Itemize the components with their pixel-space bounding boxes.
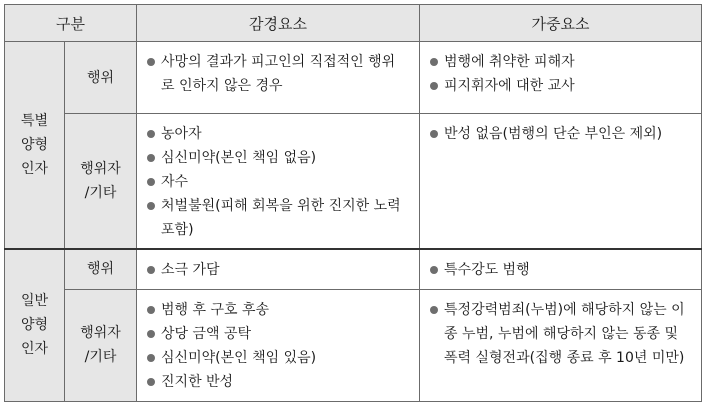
sentencing-factors-table <box>4 4 702 402</box>
list-item-text: 처벌불원(피해 회복을 위한 진지한 노력 포함) <box>161 198 401 238</box>
bullet-icon <box>147 306 155 314</box>
list-item <box>147 298 407 322</box>
list-item-text: 피지휘자에 대한 교사 <box>444 78 575 94</box>
list-item-text: 반성 없음(범행의 단순 부인은 제외) <box>444 126 663 142</box>
list-item <box>147 194 407 242</box>
table-row <box>5 249 702 289</box>
list-item-text: 심신미약(본인 책임 없음) <box>161 150 317 166</box>
aggravating-list <box>430 258 689 282</box>
header-aggravating: 가중요소 <box>420 5 702 42</box>
list-item <box>147 170 407 194</box>
list-item <box>430 50 689 74</box>
list-item <box>430 122 689 146</box>
row-type-label: 행위자 /기타 <box>65 114 137 250</box>
list-item-text: 특정강력범죄(누범)에 해당하지 않는 이종 누범, 누범에 해당하지 않는 동종 및 폭력 실형전과(집행 종료 후 10년 미만) <box>444 301 685 366</box>
list-item <box>147 146 407 170</box>
aggravating-cell <box>420 249 702 289</box>
bullet-icon <box>147 202 155 210</box>
row-type-label: 행위 <box>65 249 137 289</box>
list-item-text: 소극 가담 <box>161 262 220 278</box>
section-label: 일반 양형 인자 <box>5 249 65 401</box>
bullet-icon <box>147 354 155 362</box>
bullet-icon <box>147 58 155 66</box>
list-item <box>147 50 407 98</box>
mitigating-list <box>147 122 407 242</box>
list-item-text: 상당 금액 공탁 <box>161 325 252 342</box>
aggravating-list <box>430 122 689 146</box>
mitigating-list <box>147 258 407 282</box>
mitigating-list <box>147 50 407 98</box>
aggravating-cell <box>420 114 702 250</box>
list-item-text: 범행에 취약한 피해자 <box>444 54 575 70</box>
section-label: 특별 양형 인자 <box>5 42 65 250</box>
bullet-icon <box>430 306 438 314</box>
list-item <box>147 370 407 394</box>
table-row <box>5 42 702 114</box>
list-item-text: 농아자 <box>161 126 202 142</box>
list-item-text: 범행 후 구호 후송 <box>161 301 270 318</box>
list-item-text: 진지한 반성 <box>161 373 234 390</box>
row-type-label: 행위자 /기타 <box>65 289 137 401</box>
aggravating-cell <box>420 42 702 114</box>
mitigating-cell <box>137 249 420 289</box>
aggravating-cell <box>420 289 702 401</box>
mitigating-cell <box>137 42 420 114</box>
bullet-icon <box>430 58 438 66</box>
header-row <box>5 5 702 42</box>
header-category: 구분 <box>5 5 137 42</box>
row-type-label: 행위 <box>65 42 137 114</box>
list-item <box>430 74 689 98</box>
bullet-icon <box>147 178 155 186</box>
mitigating-cell <box>137 114 420 250</box>
table-row <box>5 289 702 401</box>
table-body <box>5 42 702 402</box>
list-item-text: 심신미약(본인 책임 있음) <box>161 349 317 366</box>
list-item <box>147 122 407 146</box>
bullet-icon <box>147 378 155 386</box>
aggravating-list <box>430 50 689 98</box>
aggravating-list <box>430 298 689 370</box>
list-item-text: 자수 <box>161 174 189 190</box>
list-item <box>430 298 689 370</box>
bullet-icon <box>147 154 155 162</box>
list-item-text: 사망의 결과가 피고인의 직접적인 행위로 인하지 않은 경우 <box>161 54 396 94</box>
list-item <box>147 322 407 346</box>
mitigating-cell <box>137 289 420 401</box>
header-mitigating: 감경요소 <box>137 5 420 42</box>
bullet-icon <box>430 82 438 90</box>
mitigating-list <box>147 298 407 394</box>
list-item <box>147 346 407 370</box>
table-row <box>5 114 702 250</box>
bullet-icon <box>147 266 155 274</box>
bullet-icon <box>147 130 155 138</box>
list-item <box>147 258 407 282</box>
list-item <box>430 258 689 282</box>
bullet-icon <box>430 266 438 274</box>
list-item-text: 특수강도 범행 <box>444 262 530 278</box>
bullet-icon <box>430 130 438 138</box>
bullet-icon <box>147 330 155 338</box>
